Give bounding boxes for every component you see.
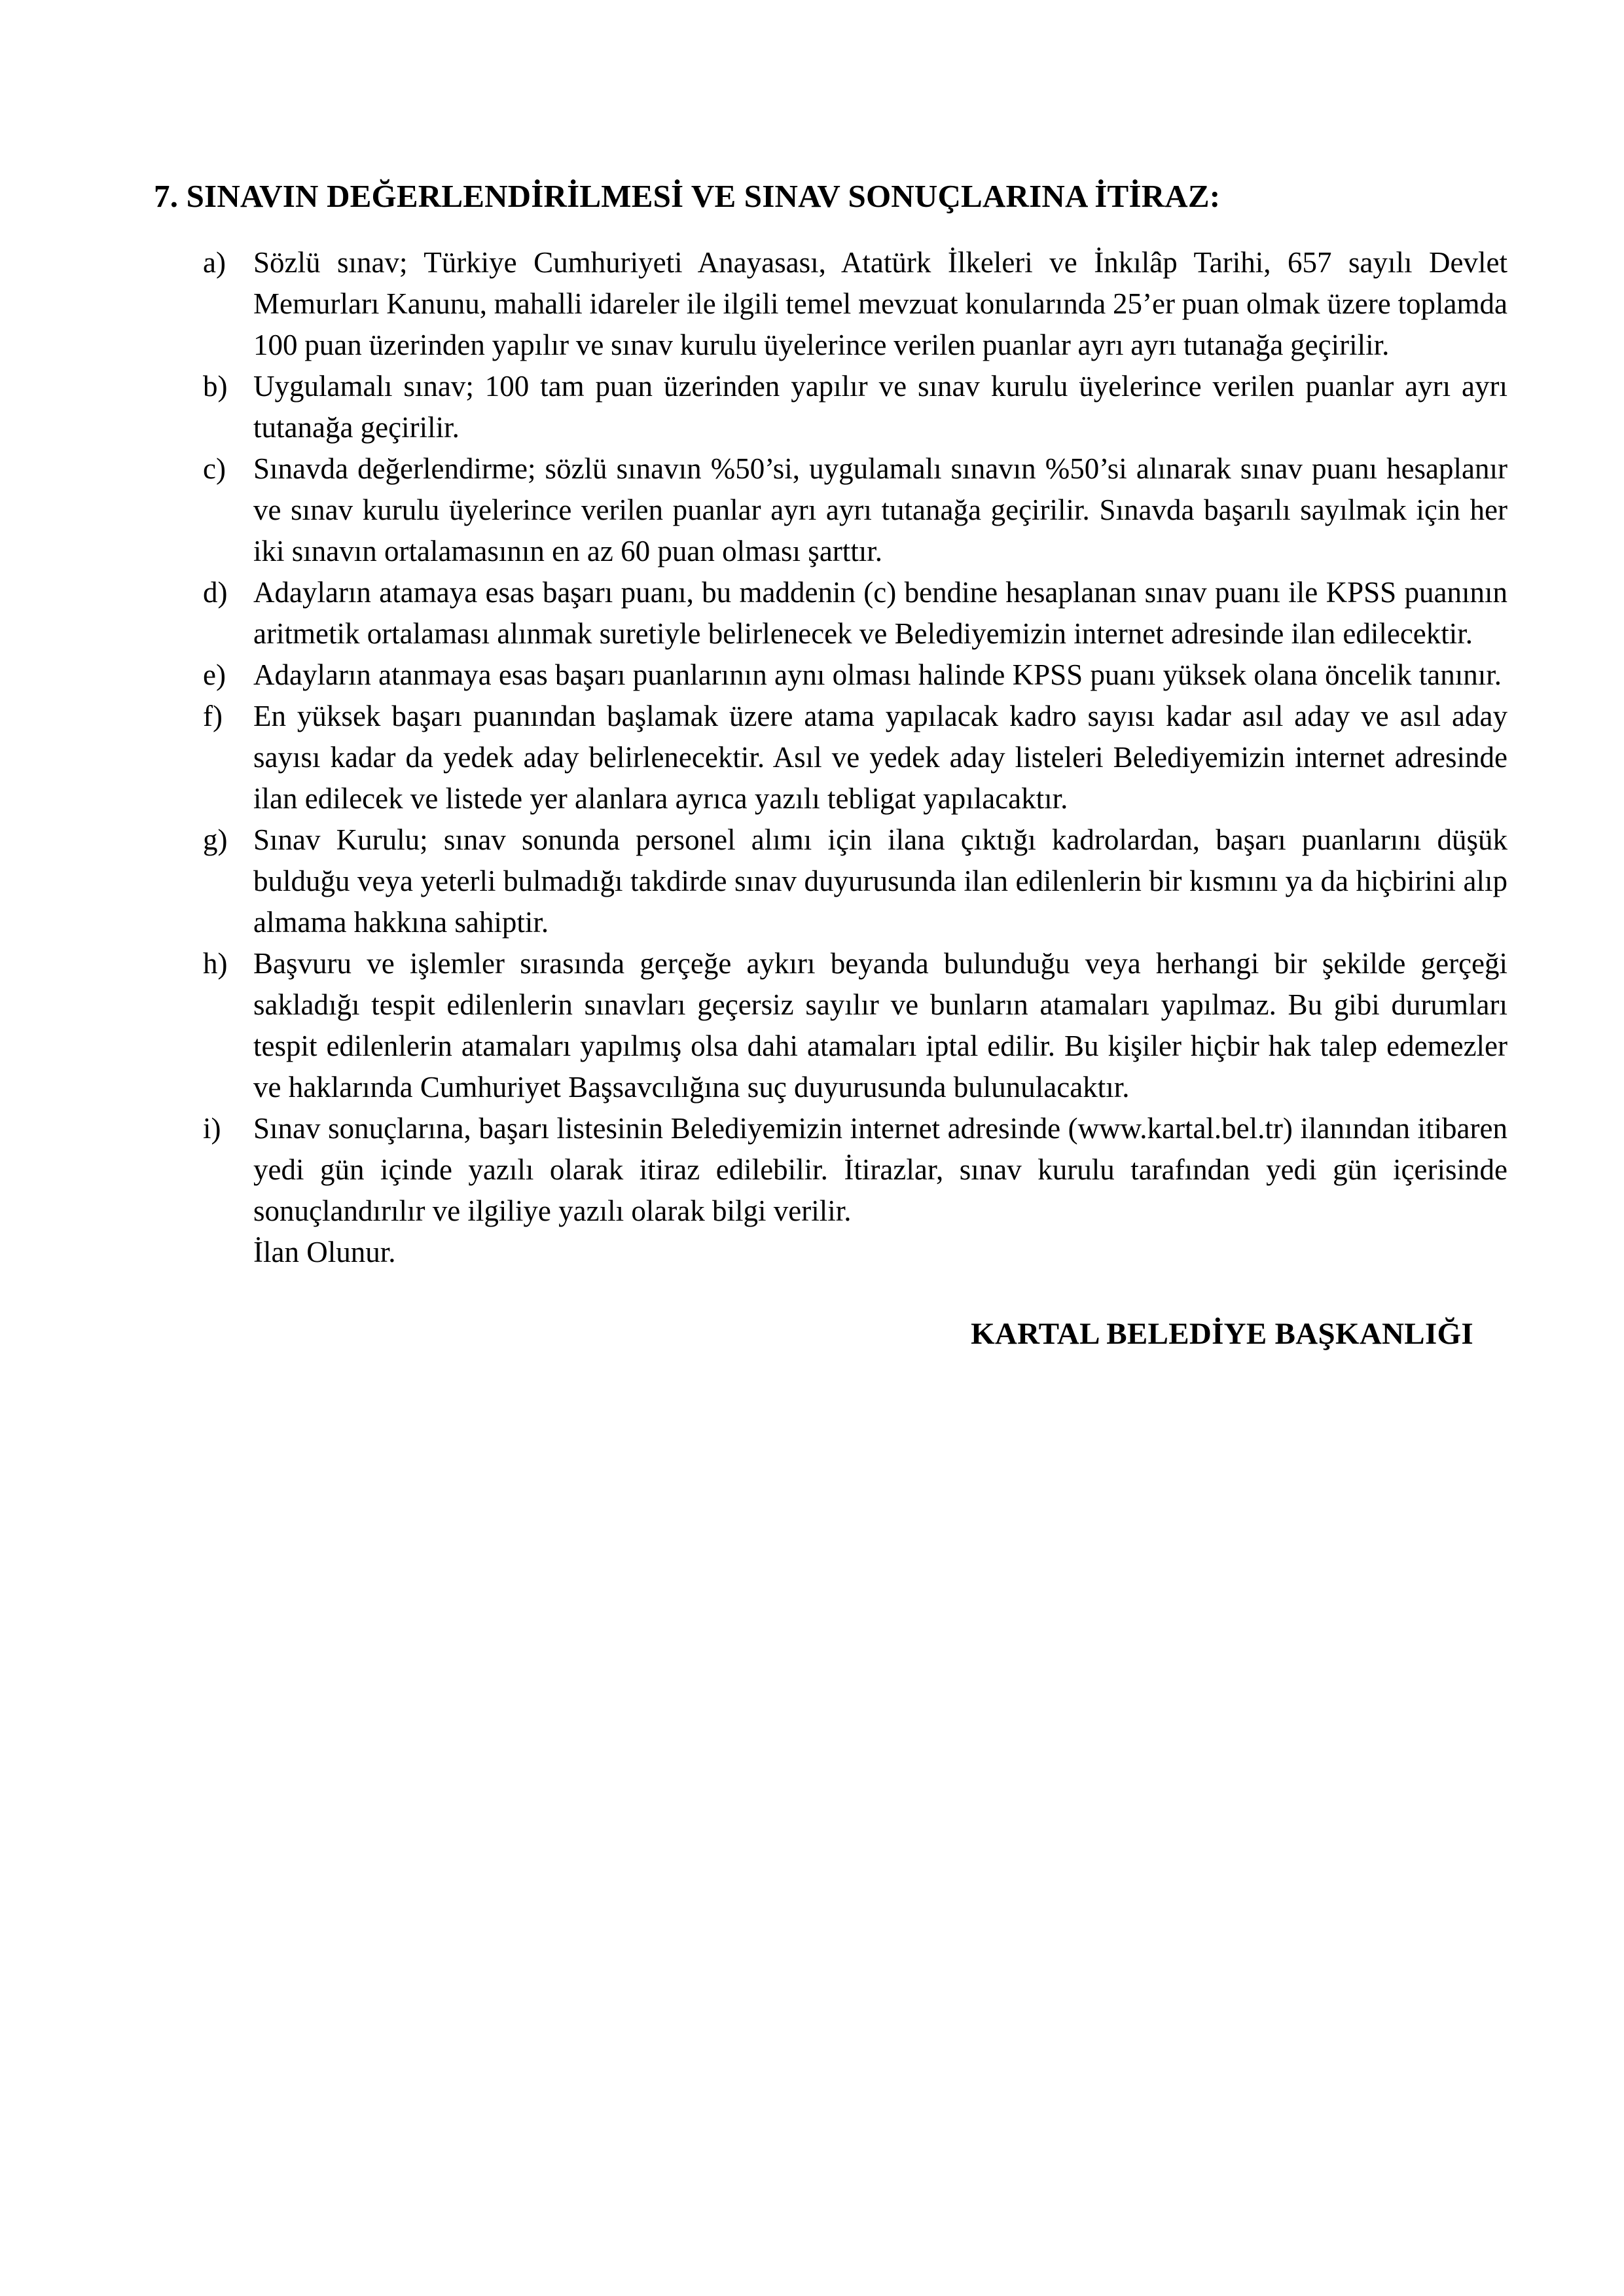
- list-marker: f): [203, 700, 223, 733]
- list-marker: h): [203, 947, 228, 980]
- list-marker: c): [203, 452, 226, 486]
- list-marker: b): [203, 370, 228, 403]
- closing-line: İlan Olunur.: [253, 1236, 396, 1269]
- lettered-list: [203, 242, 1507, 1273]
- page-title: 7. SINAVIN DEĞERLENDİRİLMESİ VE SINAV SONUÇLARINA İTİRAZ:: [154, 178, 1221, 214]
- signature-block: KARTAL BELEDİYE BAŞKANLIĞI: [971, 1317, 1473, 1352]
- list-item-text: Sözlü sınav; Türkiye Cumhuriyeti Anayasası, Atatürk İlkeleri ve İnkılâp Tarihi, 657 sayılı Devlet Memurları Kanunu, mahalli idareler ile ilgili temel mevzuat konularında 25’er puan olmak üzere toplamda 100 puan üzerinden yapılır ve sınav kurulu üyelerince verilen puanlar ayrı ayrı tutanağa geçirilir.: [253, 246, 1507, 362]
- list-item-text: Sınavda değerlendirme; sözlü sınavın %50’si, uygulamalı sınavın %50’si alınarak sınav puanı hesaplanır ve sınav kurulu üyelerince verilen puanlar ayrı ayrı tutanağa geçirilir. Sınavda başarılı sayılmak için her iki sınavın ortalamasının en az 60 puan olması şarttır.: [253, 452, 1507, 568]
- list-marker: e): [203, 658, 226, 692]
- list-item-text: Adayların atamaya esas başarı puanı, bu maddenin (c) bendine hesaplanan sınav puanı ile KPSS puanının aritmetik ortalaması alınmak suretiyle belirlenecek ve Belediyemizin internet adresinde ilan edilecektir.: [253, 576, 1507, 651]
- list-item: [203, 242, 1507, 366]
- list-item-text: En yüksek başarı puanından başlamak üzere atama yapılacak kadro sayısı kadar asıl aday ve asıl aday sayısı kadar da yedek aday belirlenecektir. Asıl ve yedek aday listeleri Belediyemizin internet adresinde ilan edilecek ve listede yer alanlara ayrıca yazılı tebligat yapılacaktır.: [253, 700, 1507, 816]
- list-item: [203, 366, 1507, 448]
- list-item: [203, 943, 1507, 1108]
- list-item-text: Adayların atanmaya esas başarı puanlarının aynı olması halinde KPSS puanı yüksek olana öncelik tanınır.: [253, 658, 1502, 692]
- list-marker: i): [203, 1112, 221, 1145]
- document-body: [154, 178, 1507, 1352]
- list-item: [203, 655, 1507, 696]
- list-item: [203, 819, 1507, 943]
- list-item-text: Başvuru ve işlemler sırasında gerçeğe aykırı beyanda bulunduğu veya herhangi bir şekilde gerçeği sakladığı tespit edilenlerin sınavları geçersiz sayılır ve bunların atamaları yapılmaz. Bu gibi durumları tespit edilenlerin atamaları yapılmış olsa dahi atamaları iptal edilir. Bu kişiler hiçbir hak talep edemezler ve haklarında Cumhuriyet Başsavcılığına suç duyurusunda bulunulacaktır.: [253, 947, 1507, 1104]
- list-marker: a): [203, 246, 226, 279]
- list-marker: g): [203, 823, 228, 857]
- list-item-text: Uygulamalı sınav; 100 tam puan üzerinden yapılır ve sınav kurulu üyelerince verilen puanlar ayrı ayrı tutanağa geçirilir.: [253, 370, 1507, 444]
- list-item: [203, 696, 1507, 819]
- list-item-text: Sınav Kurulu; sınav sonunda personel alımı için ilana çıktığı kadrolardan, başarı puanlarını düşük bulduğu veya yeterli bulmadığı takdirde sınav duyurusunda ilan edilenlerin bir kısmını ya da hiçbirini alıp almama hakkına sahiptir.: [253, 823, 1507, 939]
- list-marker: d): [203, 576, 228, 609]
- list-item: [203, 448, 1507, 572]
- list-item-text: Sınav sonuçlarına, başarı listesinin Belediyemizin internet adresinde (www.kartal.bel.tr) ilanından itibaren yedi gün içinde yazılı olarak itiraz edilebilir. İtirazlar, sınav kurulu tarafından yedi gün içerisinde sonuçlandırılır ve ilgiliye yazılı olarak bilgi verilir.: [253, 1112, 1507, 1228]
- list-item: [203, 572, 1507, 655]
- list-item: [203, 1108, 1507, 1273]
